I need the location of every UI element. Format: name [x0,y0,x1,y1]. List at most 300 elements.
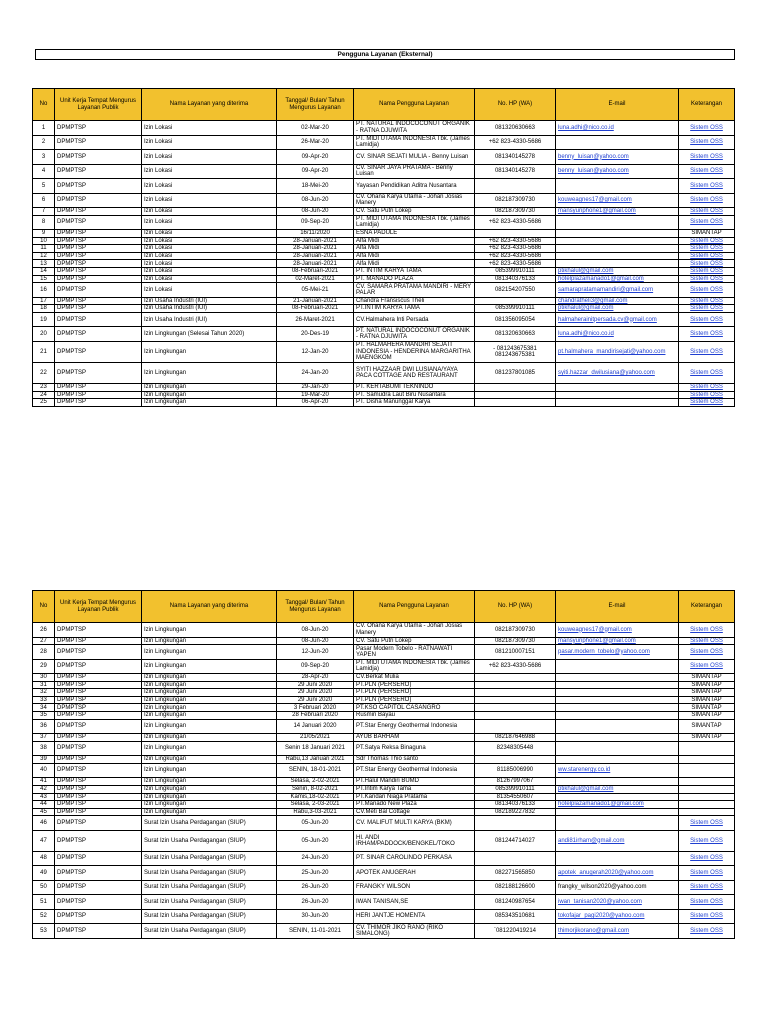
row-tanggal: 02-Maret-2021 [277,275,354,283]
row-email[interactable]: pt.halmahera_mandirisejati@yahoo.com [556,341,679,362]
row-no: 46 [33,816,55,831]
row-pengguna: PT. NATURAL INDOCOCONUT ORGANIK - RATNA DJUWITA [354,327,475,342]
row-hp [475,230,556,238]
row-layanan: Izin Lokasi [142,283,277,298]
row-no: 26 [33,623,55,638]
row-email[interactable]: benny_luisan@yahoo.com [556,164,679,179]
row-email[interactable]: hotelplazamanado1@gmail.com [556,275,679,283]
table-row [33,895,735,910]
row-unit: DPMPTSP [55,659,142,674]
row-keterangan[interactable]: Sistem OSS [679,237,735,245]
row-tanggal: 09-Apr-20 [277,164,354,179]
row-hp: 81267997067 [475,778,556,786]
row-keterangan[interactable]: Sistem OSS [679,383,735,391]
row-tanggal: 20-Des-19 [277,327,354,342]
table-row [33,645,735,660]
row-keterangan[interactable]: Sistem OSS [679,637,735,645]
row-hp: 085399910111 [475,268,556,276]
row-no: 5 [33,179,55,194]
row-email[interactable]: andi81irham@gmail.com [556,830,679,851]
row-pengguna: APOTEK ANUGERAH [354,866,475,881]
header-email: E-mail [556,89,679,121]
row-tanggal: 09-Sep-20 [277,215,354,230]
table-row [33,341,735,362]
row-keterangan[interactable]: Sistem OSS [679,268,735,276]
row-no: 16 [33,283,55,298]
row-hp: 081244714027 [475,830,556,851]
row-keterangan[interactable]: Sistem OSS [679,909,735,924]
row-pengguna: Sdr Thomas Thio santo [354,756,475,764]
row-tanggal: 08-Jun-20 [277,637,354,645]
row-email[interactable]: ptikhalul@gmail.com [556,268,679,276]
row-layanan: Izin Lokasi [142,135,277,150]
row-hp: `081220419214 [475,924,556,939]
row-tanggal: 29 Juni 2020 [277,689,354,697]
row-layanan: Izin Usaha Industri (IUI) [142,312,277,327]
row-tanggal: 05-Jun-20 [277,816,354,831]
row-tanggal: 08-Jun-20 [277,208,354,216]
row-hp: 082187309730 [475,637,556,645]
row-unit: DPMPTSP [55,164,142,179]
row-pengguna: PT.Manado New Plaza [354,801,475,809]
row-email[interactable]: kouweagnes17@gmail.com [556,193,679,208]
row-unit: DPMPTSP [55,305,142,313]
row-pengguna: PT. MANADO PLAZA [354,275,475,283]
row-pengguna: PT.PLN (PERSERO) [354,696,475,704]
row-email [556,756,679,764]
row-unit: DPMPTSP [55,756,142,764]
row-pengguna: Rusmin Bayau [354,712,475,720]
table-row [33,312,735,327]
row-layanan: Izin Lingkungan [142,383,277,391]
row-layanan: Izin Lingkungan [142,734,277,742]
row-keterangan[interactable]: Sistem OSS [679,623,735,638]
row-keterangan[interactable]: Sistem OSS [679,179,735,194]
row-email [556,260,679,268]
row-layanan: Izin Lingkungan [142,741,277,756]
row-unit: DPMPTSP [55,924,142,939]
row-layanan: Izin Lingkungan [142,637,277,645]
row-hp: 081237801085 [475,362,556,383]
row-no: 8 [33,215,55,230]
row-pengguna: PT. INTIM KARYA TAMA [354,268,475,276]
table-row [33,327,735,342]
row-layanan: Izin Lokasi [142,275,277,283]
row-layanan: Izin Lokasi [142,193,277,208]
row-pengguna: PT. MIDI UTAMA INDONESIA Tbk. (James Lamidja) [354,135,475,150]
row-layanan: Surat Izin Usaha Perdagangan (SIUP) [142,895,277,910]
row-email [556,659,679,674]
row-email [556,237,679,245]
row-pengguna: Yayasan Pendidikan Aditra Nusantara [354,179,475,194]
row-tanggal: 08-Jun-20 [277,623,354,638]
row-pengguna: PT. Disha Manunggal Karya [354,399,475,407]
row-email [556,674,679,682]
row-email [556,252,679,260]
row-unit: DPMPTSP [55,712,142,720]
row-email [556,179,679,194]
row-email [556,851,679,866]
row-keterangan[interactable]: Sistem OSS [679,164,735,179]
table-row [33,851,735,866]
table-1-body [33,121,735,407]
table-row [33,399,735,407]
row-no: 31 [33,681,55,689]
row-unit: DPMPTSP [55,681,142,689]
row-keterangan[interactable]: Sistem OSS [679,880,735,895]
row-layanan: Izin Usaha Industri (IUI) [142,305,277,313]
row-layanan: Izin Lingkungan [142,659,277,674]
row-email [556,399,679,407]
row-tanggal: 08-Februari-2021 [277,305,354,313]
row-hp: 081340145278 [475,164,556,179]
table-row [33,391,735,399]
row-tanggal: 12-Jun-20 [277,645,354,660]
row-keterangan: SIMANTAP [679,734,735,742]
row-hp: +62 823-4330-5686 [475,135,556,150]
row-layanan: Izin Lokasi [142,252,277,260]
header-pengguna: Nama Pengguna Layanan [354,89,475,121]
row-layanan: Izin Lingkungan [142,704,277,712]
row-no: 30 [33,674,55,682]
row-keterangan [679,763,735,778]
row-email[interactable]: ptikhalul@gmail.com [556,785,679,793]
row-layanan: Izin Lingkungan [142,399,277,407]
row-no: 53 [33,924,55,939]
row-email[interactable]: mansyuriphone1@gmail.com [556,637,679,645]
row-layanan: Izin Lingkungan [142,808,277,816]
row-keterangan[interactable]: Sistem OSS [679,208,735,216]
row-no: 4 [33,164,55,179]
row-unit: DPMPTSP [55,909,142,924]
row-keterangan[interactable]: Sistem OSS [679,866,735,881]
row-tanggal: SENIN, 18-01-2021 [277,763,354,778]
row-pengguna: PT. MIDI UTAMA INDONESIA Tbk. (James Lamidja) [354,659,475,674]
row-layanan: Izin Lingkungan [142,645,277,660]
table-row [33,816,735,831]
row-email[interactable]: halmaherainitpersada.cv@gmail.com [556,312,679,327]
header-layanan: Nama Layanan yang diterima [142,591,277,623]
row-unit: DPMPTSP [55,275,142,283]
row-keterangan[interactable]: Sistem OSS [679,816,735,831]
row-keterangan[interactable]: Sistem OSS [679,150,735,165]
row-layanan: Izin Lingkungan [142,785,277,793]
row-tanggal: 29 Juni 2020 [277,696,354,704]
row-keterangan[interactable]: Sistem OSS [679,645,735,660]
table-row [33,260,735,268]
row-unit: DPMPTSP [55,312,142,327]
row-hp: 082187646988 [475,734,556,742]
table-row [33,756,735,764]
row-tanggal: 28-Januari-2021 [277,260,354,268]
row-email[interactable]: thimorjikorano@gmail.com [556,924,679,939]
row-layanan: Izin Lingkungan [142,801,277,809]
header-tanggal: Tanggal/ Bulan/ Tahun Mengurus Layanan [277,591,354,623]
row-layanan: Izin Lokasi [142,260,277,268]
row-tanggal: 26-Jun-20 [277,880,354,895]
row-keterangan[interactable]: Sistem OSS [679,341,735,362]
row-keterangan[interactable]: Sistem OSS [679,135,735,150]
row-unit: DPMPTSP [55,674,142,682]
row-layanan: Izin Lingkungan [142,623,277,638]
row-keterangan[interactable]: Sistem OSS [679,659,735,674]
row-keterangan[interactable]: Sistem OSS [679,327,735,342]
row-unit: DPMPTSP [55,362,142,383]
row-keterangan[interactable]: Sistem OSS [679,924,735,939]
row-keterangan[interactable]: Sistem OSS [679,312,735,327]
row-tanggal: 21/05/2021 [277,734,354,742]
row-email [556,696,679,704]
row-tanggal: 26-Jun-20 [277,895,354,910]
row-hp: 081240987654 [475,895,556,910]
table-row [33,785,735,793]
row-unit: DPMPTSP [55,637,142,645]
table-row [33,924,735,939]
row-hp: 081320630663 [475,121,556,136]
table-row [33,275,735,283]
row-keterangan[interactable]: Sistem OSS [679,245,735,253]
row-pengguna: CV. Ohana Karya Utama - Johan Josias Manery [354,623,475,638]
row-keterangan[interactable]: Sistem OSS [679,252,735,260]
data-table-2 [32,590,735,939]
row-hp: 81185006990 [475,763,556,778]
row-unit: DPMPTSP [55,297,142,305]
row-email[interactable]: benny_luisan@yahoo.com [556,150,679,165]
row-no: 45 [33,808,55,816]
row-layanan: Surat Izin Usaha Perdagangan (SIUP) [142,830,277,851]
row-keterangan[interactable]: Sistem OSS [679,121,735,136]
row-email [556,712,679,720]
row-pengguna: CV.Halmahera Inti Persada [354,312,475,327]
row-tanggal: 08-Februari-2021 [277,268,354,276]
row-pengguna: PT.Kandari Niaga Pratama [354,793,475,801]
row-unit: DPMPTSP [55,808,142,816]
row-tanggal: 26-Mar-20 [277,135,354,150]
row-hp: 082188126600 [475,880,556,895]
row-pengguna: PT. KERTABUMI TEKNINDO [354,383,475,391]
row-pengguna: SYITI HAZZAAR DWI LUSIANA/YAYA PACA COTTAGE AND RESTAURANT [354,362,475,383]
row-pengguna: CV.Berkat Mulia [354,674,475,682]
row-no: 34 [33,704,55,712]
row-tanggal: 12-Jan-20 [277,341,354,362]
row-email[interactable]: samarapratamamandiri@gmail.com [556,283,679,298]
row-keterangan [679,793,735,801]
row-tanggal: 28-Januari-2021 [277,237,354,245]
row-unit: DPMPTSP [55,391,142,399]
row-unit: DPMPTSP [55,341,142,362]
row-no: 12 [33,252,55,260]
row-keterangan[interactable]: Sistem OSS [679,260,735,268]
table-row [33,778,735,786]
row-keterangan [679,801,735,809]
row-hp: 081340376133 [475,275,556,283]
table-row [33,830,735,851]
row-unit: DPMPTSP [55,121,142,136]
row-unit: DPMPTSP [55,150,142,165]
row-email[interactable]: kouweagnes17@gmail.com [556,623,679,638]
row-email [556,215,679,230]
row-hp [475,391,556,399]
row-keterangan[interactable]: Sistem OSS [679,275,735,283]
row-pengguna: CV. SAMARA PRATAMA MANDIRI - MERY PALAR [354,283,475,298]
row-email [556,793,679,801]
row-unit: DPMPTSP [55,763,142,778]
row-keterangan[interactable]: Sistem OSS [679,851,735,866]
row-pengguna: CV.Meti Bal Cottage [354,808,475,816]
row-keterangan[interactable]: Sistem OSS [679,362,735,383]
table-row [33,215,735,230]
row-unit: DPMPTSP [55,193,142,208]
row-unit: DPMPTSP [55,704,142,712]
row-keterangan[interactable]: Sistem OSS [679,283,735,298]
header-email: E-mail [556,591,679,623]
row-hp [475,399,556,407]
table-row [33,741,735,756]
table-row [33,689,735,697]
row-pengguna: CV. SINAR JAYA PRATAMA - Benny Luisan [354,164,475,179]
row-layanan: Izin Lingkungan (Selesai Tahun 2020) [142,327,277,342]
row-keterangan[interactable]: Sistem OSS [679,193,735,208]
row-no: 11 [33,245,55,253]
row-tanggal: 02-Mar-20 [277,121,354,136]
row-email[interactable]: chandratheli3@gmail.com [556,297,679,305]
row-email[interactable]: tokofajar_pagi2020@yahoo.com [556,909,679,924]
row-keterangan[interactable]: Sistem OSS [679,215,735,230]
row-pengguna: PT.Intim Karya Tama [354,785,475,793]
row-pengguna: PT.Star Energy Geothermal Indonesia [354,763,475,778]
row-hp [475,297,556,305]
row-no: 36 [33,719,55,734]
row-email[interactable]: pasar.modern_tobelo@yahoo.com [556,645,679,660]
row-unit: DPMPTSP [55,135,142,150]
row-layanan: Izin Lingkungan [142,362,277,383]
row-keterangan[interactable]: Sistem OSS [679,399,735,407]
row-no: 33 [33,696,55,704]
row-hp [475,851,556,866]
row-hp [475,816,556,831]
table-row [33,866,735,881]
table-row [33,297,735,305]
row-no: 39 [33,756,55,764]
row-unit: DPMPTSP [55,252,142,260]
row-unit: DPMPTSP [55,866,142,881]
table-row [33,808,735,816]
row-unit: DPMPTSP [55,785,142,793]
row-tanggal: 30-Jun-20 [277,909,354,924]
row-keterangan[interactable]: Sistem OSS [679,391,735,399]
table-row [33,681,735,689]
row-keterangan [679,741,735,756]
row-keterangan[interactable]: Sistem OSS [679,297,735,305]
row-pengguna: PT.INTIM KARYA TAMA [354,305,475,313]
row-pengguna: PT.PLN (PERSERO) [354,681,475,689]
table-row [33,208,735,216]
row-no: 42 [33,785,55,793]
row-tanggal: Rabu,3-03-2021 [277,808,354,816]
row-email[interactable]: syiti.hazzar_dwilusiana@yahoo.com [556,362,679,383]
row-keterangan: SIMANTAP [679,696,735,704]
table-row [33,252,735,260]
header-tanggal: Tanggal/ Bulan/ Tahun Mengurus Layanan [277,89,354,121]
row-no: 23 [33,383,55,391]
row-pengguna: HI. ANDI IRHAM/PADDOCK/BENGKEL/TOKO [354,830,475,851]
row-unit: DPMPTSP [55,778,142,786]
row-email [556,681,679,689]
row-unit: DPMPTSP [55,283,142,298]
row-no: 20 [33,327,55,342]
row-hp [475,674,556,682]
row-hp: +62 823-4330-5686 [475,252,556,260]
row-keterangan[interactable]: Sistem OSS [679,305,735,313]
row-keterangan[interactable]: Sistem OSS [679,830,735,851]
row-no: 21 [33,341,55,362]
row-tanggal: 25-Jun-20 [277,866,354,881]
row-layanan: Izin Lingkungan [142,696,277,704]
row-keterangan [679,756,735,764]
row-email[interactable]: iwan_tanisan2020@yahoo.com [556,895,679,910]
row-no: 41 [33,778,55,786]
row-layanan: Izin Lingkungan [142,712,277,720]
row-email[interactable]: mansyuriphone1@gmail.com [556,208,679,216]
row-email [556,816,679,831]
row-pengguna: Alfa Midi [354,260,475,268]
row-email[interactable]: apotek_anugerah2020@yahoo.com [556,866,679,881]
row-pengguna: CV. SINAR SEJATI MULIA - Benny Luisan [354,150,475,165]
row-tanggal: Senin, 8-02-2021 [277,785,354,793]
row-tanggal: 18-Mei-20 [277,179,354,194]
row-hp: 082189227832 [475,808,556,816]
row-hp: 081320630663 [475,327,556,342]
row-email[interactable]: ww.starenergy.co.id [556,763,679,778]
row-hp: 085343510681 [475,909,556,924]
row-email[interactable]: ptikhalul@gmail.com [556,305,679,313]
row-layanan: Izin Lokasi [142,268,277,276]
row-email [556,778,679,786]
row-unit: DPMPTSP [55,689,142,697]
row-email[interactable]: luna.adhi@nico.co.id [556,327,679,342]
row-email [556,245,679,253]
row-unit: DPMPTSP [55,215,142,230]
table-row [33,121,735,136]
table-row [33,696,735,704]
row-keterangan[interactable]: Sistem OSS [679,895,735,910]
row-unit: DPMPTSP [55,741,142,756]
row-layanan: Izin Lokasi [142,208,277,216]
row-hp: 081356095054 [475,312,556,327]
row-email [556,808,679,816]
row-pengguna: CV. Satu Putri Lokep [354,208,475,216]
row-hp: 081340376133 [475,801,556,809]
table-row [33,237,735,245]
row-no: 7 [33,208,55,216]
row-layanan: Izin Lokasi [142,237,277,245]
row-layanan: Surat Izin Usaha Perdagangan (SIUP) [142,851,277,866]
row-tanggal: 05-Jun-20 [277,830,354,851]
row-layanan: Izin Lokasi [142,230,277,238]
row-no: 14 [33,268,55,276]
row-unit: DPMPTSP [55,851,142,866]
row-hp: +62 823-4330-5686 [475,245,556,253]
row-email [556,230,679,238]
header-keterangan: Keterangan [679,591,735,623]
row-email[interactable]: hotelplazamanado1@gmail.com [556,801,679,809]
table-row [33,362,735,383]
row-pengguna: ESNA PADULE [354,230,475,238]
row-email[interactable]: luna.adhi@nico.co.id [556,121,679,136]
row-unit: DPMPTSP [55,179,142,194]
row-layanan: Izin Lingkungan [142,674,277,682]
row-hp: 082154207550 [475,283,556,298]
